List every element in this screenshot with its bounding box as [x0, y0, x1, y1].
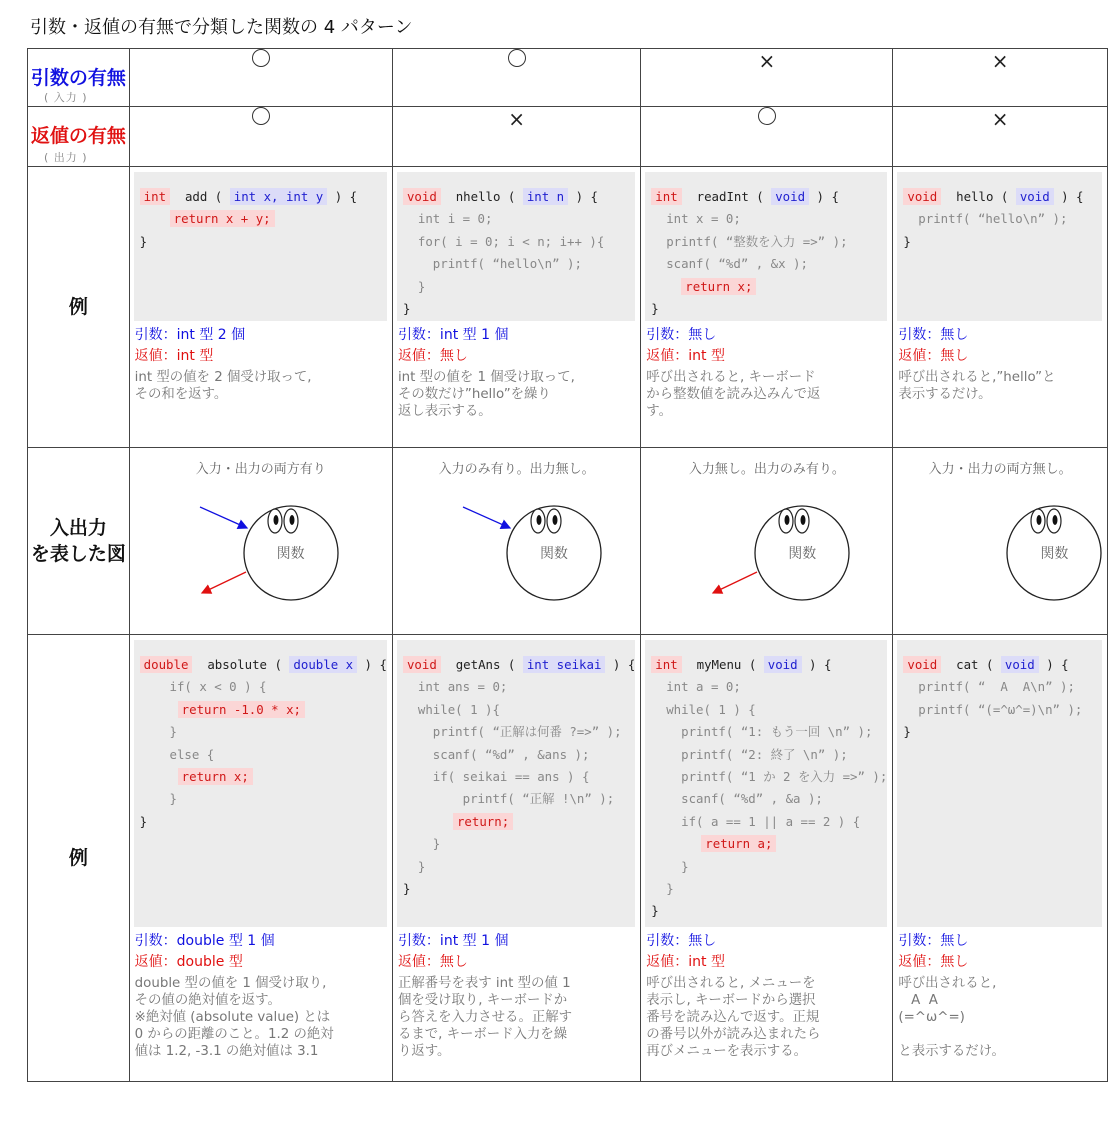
args-label: 引数の有無	[30, 67, 126, 89]
code-text: scanf( “%d” , &a );	[651, 791, 823, 807]
args-mark	[393, 49, 640, 67]
example-label: 例	[68, 296, 88, 318]
return-statement: return x;	[681, 278, 756, 295]
explanation-line: す。	[646, 404, 673, 419]
example-label: 例	[68, 847, 88, 869]
explanation-text	[135, 369, 386, 403]
code-line	[134, 766, 387, 788]
explanation-line: 値は 1.2, -3.1 の絶対値は 3.1	[134, 1044, 319, 1059]
code-line	[645, 186, 887, 208]
code-line	[134, 231, 387, 253]
code-text: ) {	[327, 189, 358, 204]
code-text: if( a == 1 || a == 2 ) {	[651, 813, 861, 829]
code-line	[645, 721, 887, 743]
code-line	[645, 298, 887, 320]
input-arrow	[200, 507, 247, 528]
args-summary: 引数：無し	[898, 933, 969, 949]
return-summary: 返値：無し	[898, 954, 969, 970]
code-line	[134, 721, 387, 743]
example-row-label	[28, 635, 130, 1082]
code-text: if( x < 0 ) {	[139, 679, 267, 695]
example-description	[393, 321, 640, 420]
code-line	[134, 788, 387, 810]
code-text: }	[651, 903, 659, 919]
code-line	[645, 253, 887, 275]
explanation-text	[646, 975, 886, 1060]
code-line	[897, 654, 1102, 676]
code-text: }	[139, 791, 177, 807]
example-row-2	[28, 635, 1108, 1082]
args-summary: 引数：int 型 1 個	[397, 327, 509, 343]
return-type-highlight: void	[903, 188, 941, 205]
parameter-highlight: void	[1016, 188, 1054, 205]
code-line	[397, 276, 635, 298]
args-cell	[641, 49, 893, 107]
code-block	[645, 172, 887, 321]
code-line	[897, 186, 1102, 208]
explanation-line: ら答えを入力させる。正解す	[397, 1010, 573, 1025]
code-text: if( seikai == ans ) {	[402, 768, 590, 784]
function-label: 関数	[1040, 546, 1069, 562]
args-mark: ×	[991, 49, 1009, 73]
ret-cell	[893, 107, 1108, 167]
return-type-highlight: void	[403, 656, 441, 673]
code-text: }	[651, 300, 659, 316]
pupil-icon	[1037, 515, 1042, 525]
function-pattern-table	[27, 48, 1108, 1082]
code-text: int ans = 0;	[402, 679, 508, 695]
code-text: }	[139, 724, 177, 740]
code-text: ) {	[1038, 657, 1069, 672]
code-text: }	[903, 724, 911, 740]
explanation-line: 呼び出されると,	[898, 976, 997, 991]
example-cell	[129, 635, 392, 1082]
return-summary: 返値：無し	[397, 348, 468, 364]
explanation-line: int 型の値を 2 個受け取って,	[134, 370, 312, 385]
return-type-highlight: double	[140, 656, 193, 673]
function-name: getAns (	[440, 657, 523, 672]
example-cell	[893, 167, 1108, 448]
return-summary: 返値：double 型	[134, 954, 243, 970]
output-arrow	[713, 572, 757, 593]
return-statement: return x + y;	[170, 210, 275, 227]
example-description	[130, 321, 392, 403]
code-text: ) {	[1053, 189, 1084, 204]
code-line	[897, 676, 1102, 698]
example-description	[893, 927, 1107, 1060]
parameter-highlight: void	[764, 656, 802, 673]
example-description	[641, 927, 892, 1060]
pupil-icon	[1053, 515, 1058, 525]
code-text: ) {	[801, 657, 832, 672]
code-line	[397, 744, 635, 766]
return-statement: return -1.0 * x;	[178, 701, 305, 718]
code-text: printf( “2: 終了 \n” );	[651, 746, 848, 762]
code-line	[134, 744, 387, 766]
args-cell	[392, 49, 640, 107]
diagram-cell	[129, 448, 392, 635]
function-name: nhello (	[440, 189, 523, 204]
code-line	[397, 856, 635, 878]
code-line	[645, 856, 887, 878]
diagram-caption: 入力・出力の両方有り	[195, 462, 326, 477]
diagram-row	[28, 448, 1108, 635]
explanation-text	[898, 975, 1101, 1060]
example-cell	[129, 167, 392, 448]
pupil-icon	[801, 515, 806, 525]
code-text: }	[651, 858, 689, 874]
ret-cell	[129, 107, 392, 167]
explanation-line: ※絶対値 (absolute value) とは	[134, 1010, 331, 1025]
code-text: scanf( “%d” , &ans );	[402, 746, 590, 762]
code-text: printf( “1 か 2 を入力 =>” );	[651, 768, 888, 784]
code-text: }	[651, 880, 674, 896]
code-line	[397, 699, 635, 721]
ret-sub: ( 出力 )	[44, 151, 88, 164]
code-line	[397, 253, 635, 275]
circle-mark-icon	[758, 107, 776, 125]
code-text: }	[903, 233, 911, 249]
code-text: int x = 0;	[651, 211, 741, 227]
code-line	[645, 788, 887, 810]
code-line	[397, 721, 635, 743]
parameter-highlight: int n	[523, 188, 568, 205]
diagram-label-1: 入出力	[49, 517, 107, 539]
code-line	[397, 676, 635, 698]
code-text: ) {	[357, 657, 387, 672]
parameter-highlight: void	[1001, 656, 1039, 673]
return-type-highlight: int	[651, 188, 681, 205]
parameter-highlight: double x	[289, 656, 357, 673]
code-block	[397, 172, 635, 321]
code-line	[397, 878, 635, 900]
code-text: }	[402, 880, 411, 896]
code-text: printf( “hello\n” );	[903, 211, 1068, 227]
function-name: hello (	[941, 189, 1016, 204]
args-sub: ( 入力 )	[44, 91, 88, 104]
code-line	[897, 721, 1102, 743]
explanation-line	[898, 1026, 1101, 1043]
code-line	[645, 231, 887, 253]
args-summary: 引数：int 型 1 個	[397, 933, 509, 949]
code-line	[645, 676, 887, 698]
explanation-line: 正解番号を表す int 型の値 1	[397, 976, 571, 991]
code-line	[134, 676, 387, 698]
diagram-row-label	[28, 448, 130, 635]
pupil-icon	[289, 515, 294, 525]
code-line	[897, 208, 1102, 230]
code-text: int a = 0;	[651, 679, 741, 695]
code-text: }	[402, 300, 411, 316]
example-row-label	[28, 167, 130, 448]
output-arrow	[202, 572, 246, 593]
ret-cell	[392, 107, 640, 167]
function-face-diagram	[393, 448, 618, 635]
args-summary: 引数：無し	[646, 933, 717, 949]
code-text: printf( “hello\n” );	[402, 256, 582, 272]
function-label: 関数	[276, 546, 305, 562]
explanation-line: 0 からの距離のこと。1.2 の絶対	[134, 1027, 334, 1042]
return-statement: return a;	[701, 835, 776, 852]
code-text: ) {	[605, 657, 636, 672]
code-text: else {	[139, 746, 215, 762]
ret-cell	[641, 107, 893, 167]
code-text: printf( “整数を入力 =>” );	[651, 233, 848, 249]
code-line	[397, 208, 635, 230]
explanation-line: るまで, キーボード入力を繰	[397, 1027, 568, 1042]
code-block	[397, 640, 635, 927]
function-name: absolute (	[192, 657, 290, 672]
code-text: }	[139, 233, 148, 249]
code-line	[397, 766, 635, 788]
return-type-highlight: void	[903, 656, 941, 673]
pupil-icon	[273, 515, 278, 525]
function-name: readInt (	[681, 189, 772, 204]
args-summary: 引数：int 型 2 個	[134, 327, 246, 343]
pupil-icon	[552, 515, 557, 525]
example-row-1	[28, 167, 1108, 448]
ret-mark: ×	[508, 107, 525, 131]
function-face-diagram	[130, 448, 355, 635]
example-description	[130, 927, 392, 1060]
code-line	[897, 699, 1102, 721]
function-name: add (	[170, 189, 230, 204]
return-type-highlight: int	[651, 656, 681, 673]
explanation-line: その数だけ”hello”を繰り	[397, 387, 551, 402]
example-cell	[641, 167, 893, 448]
code-line	[134, 208, 387, 230]
explanation-text	[646, 369, 886, 420]
args-summary: 引数：無し	[898, 327, 969, 343]
return-summary: 返値：int 型	[646, 954, 725, 970]
return-summary: 返値：無し	[397, 954, 468, 970]
code-text: }	[139, 813, 148, 829]
explanation-line: の番号以外が読み込まれたら	[646, 1027, 821, 1042]
code-text: int i = 0;	[402, 211, 493, 227]
code-text: while( 1 ){	[402, 701, 500, 717]
explanation-text	[398, 369, 634, 420]
explanation-line: double 型の値を 1 個受け取り,	[134, 976, 327, 991]
code-text: }	[402, 858, 426, 874]
parameter-highlight: int seikai	[523, 656, 606, 673]
code-line	[645, 833, 887, 855]
explanation-line: 呼び出されると, メニューを	[646, 976, 816, 991]
explanation-line: 番号を読み込んで返す。正規	[646, 1010, 820, 1025]
diagram-cell	[893, 448, 1108, 635]
code-line	[645, 699, 887, 721]
code-block	[897, 640, 1102, 927]
code-text: printf( “ A A\n” );	[903, 679, 1075, 695]
explanation-line: int 型の値を 1 個受け取って,	[397, 370, 575, 385]
code-line	[645, 208, 887, 230]
explanation-line: 表示し, キーボードから選択	[646, 993, 816, 1008]
code-line	[397, 298, 635, 320]
args-cell	[893, 49, 1108, 107]
code-text: printf( “正解は何番 ?=>” );	[402, 724, 622, 740]
ret-mark	[641, 107, 892, 125]
explanation-line: と表示するだけ。	[898, 1044, 1005, 1059]
page-title: 引数・返値の有無で分類した関数の 4 パターン	[30, 17, 413, 38]
code-line	[134, 654, 387, 676]
explanation-line: A A	[898, 993, 938, 1008]
explanation-line: り返す。	[397, 1044, 451, 1059]
code-line	[645, 811, 887, 833]
code-line	[397, 788, 635, 810]
code-line	[645, 766, 887, 788]
args-mark	[130, 49, 392, 67]
diagram-caption: 入力のみ有り。出力無し。	[438, 462, 595, 477]
code-line	[645, 654, 887, 676]
args-summary: 引数：double 型 1 個	[134, 933, 275, 949]
pupil-icon	[536, 515, 541, 525]
code-line	[397, 811, 635, 833]
diagram-label-2: を表した図	[30, 543, 126, 565]
code-block	[645, 640, 887, 927]
function-label: 関数	[788, 546, 817, 562]
function-name: myMenu (	[681, 657, 764, 672]
ret-mark: ×	[991, 107, 1009, 131]
example-description	[893, 321, 1107, 403]
args-summary: 引数：無し	[646, 327, 717, 343]
input-arrow	[463, 507, 510, 528]
code-line	[134, 699, 387, 721]
code-block	[897, 172, 1102, 321]
return-summary: 返値：int 型	[646, 348, 725, 364]
code-line	[397, 654, 635, 676]
circle-mark-icon	[252, 49, 270, 67]
ret-header	[28, 107, 130, 167]
example-description	[393, 927, 640, 1060]
code-text: ) {	[809, 189, 839, 204]
args-row	[28, 49, 1108, 107]
return-statement: return x;	[178, 768, 253, 785]
circle-mark-icon	[252, 107, 270, 125]
return-summary: 返値：無し	[898, 348, 969, 364]
function-name: cat (	[941, 657, 1001, 672]
code-text: printf( “正解 !\n” );	[402, 791, 615, 807]
code-text: }	[402, 278, 426, 294]
pupil-icon	[785, 515, 790, 525]
diagram-cell	[392, 448, 640, 635]
explanation-line: 個を受け取り, キーボードか	[397, 993, 568, 1008]
code-text: for( i = 0; i < n; i++ ){	[402, 233, 605, 249]
code-line	[134, 186, 387, 208]
example-cell	[893, 635, 1108, 1082]
args-cell	[129, 49, 392, 107]
code-text: scanf( “%d” , &x );	[651, 256, 808, 272]
diagram-cell	[641, 448, 893, 635]
example-cell	[392, 167, 640, 448]
code-line	[134, 811, 387, 833]
code-text: printf( “(=^ω^=)\n” );	[903, 701, 1083, 717]
code-line	[645, 900, 887, 922]
ret-label: 返値の有無	[30, 125, 126, 147]
explanation-line: 呼び出されると,”hello”と	[898, 370, 1056, 385]
function-label: 関数	[539, 546, 568, 562]
explanation-line: その値の絶対値を返す。	[134, 993, 281, 1008]
return-statement: return;	[453, 813, 513, 830]
example-cell	[641, 635, 893, 1082]
code-line	[645, 744, 887, 766]
explanation-line: (=^ω^=)	[898, 1010, 965, 1025]
code-line	[897, 231, 1102, 253]
example-description	[641, 321, 892, 420]
explanation-text	[398, 975, 634, 1060]
code-text: printf( “1: もう一回 \n” );	[651, 724, 873, 740]
args-header	[28, 49, 130, 107]
function-face-diagram	[641, 448, 866, 635]
code-block	[134, 172, 387, 321]
code-line	[397, 231, 635, 253]
explanation-line: 再びメニューを表示する。	[646, 1044, 807, 1059]
parameter-highlight: int x, int y	[230, 188, 328, 205]
function-face-diagram	[893, 448, 1108, 635]
code-text: ) {	[568, 189, 598, 204]
explanation-line: 返し表示する。	[397, 404, 492, 419]
code-text: }	[402, 836, 441, 852]
code-line	[397, 833, 635, 855]
explanation-text	[898, 369, 1101, 403]
diagram-caption: 入力無し。出力のみ有り。	[688, 462, 845, 477]
circle-mark-icon	[508, 49, 526, 67]
code-line	[645, 878, 887, 900]
return-type-highlight: int	[140, 188, 170, 205]
code-line	[397, 186, 635, 208]
code-block	[134, 640, 387, 927]
ret-mark	[130, 107, 392, 125]
diagram-caption: 入力・出力の両方無し。	[928, 462, 1072, 477]
return-type-highlight: void	[403, 188, 441, 205]
explanation-line: から整数値を読み込みんで返	[646, 387, 821, 402]
args-mark: ×	[758, 49, 776, 73]
code-line	[645, 276, 887, 298]
explanation-line: その和を返す。	[134, 387, 228, 402]
explanation-text	[135, 975, 386, 1060]
parameter-highlight: void	[771, 188, 809, 205]
return-summary: 返値：int 型	[134, 348, 214, 364]
code-text: while( 1 ) {	[651, 701, 756, 717]
ret-row	[28, 107, 1108, 167]
example-cell	[392, 635, 640, 1082]
explanation-line: 呼び出されると, キーボード	[646, 370, 816, 385]
explanation-line: 表示するだけ。	[898, 387, 992, 402]
